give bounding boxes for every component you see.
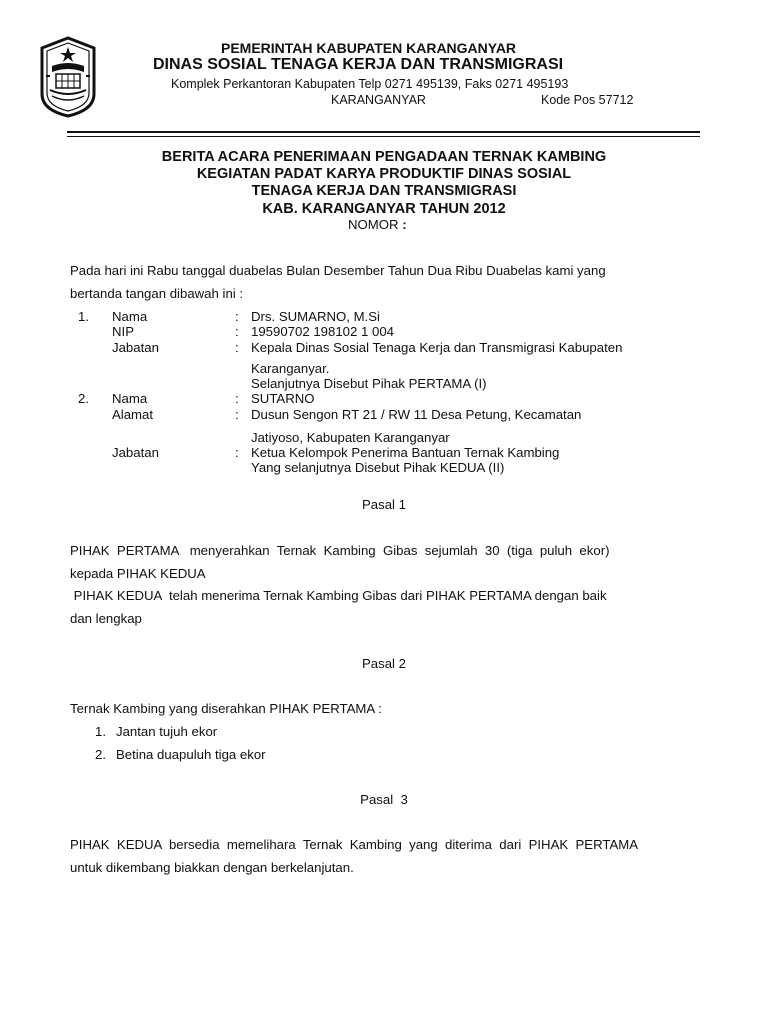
intro-line-1: Pada hari ini Rabu tanggal duabelas Bulan Desember Tahun Dua Ribu Duabelas kami yang: [70, 263, 606, 278]
pasal-2-intro: Ternak Kambing yang diserahkan PIHAK PERTAMA :: [70, 701, 382, 716]
party2-position-colon: :: [235, 445, 239, 460]
pasal-2-item-2-text: Betina duapuluh tiga ekor: [116, 747, 266, 762]
pasal-1-heading: Pasal 1: [362, 497, 406, 512]
pasal-2-heading: Pasal 2: [362, 656, 406, 671]
pasal-2-item-2-number: 2.: [95, 747, 106, 762]
document-title-line-1: BERITA ACARA PENERIMAAN PENGADAAN TERNAK KAMBING: [161, 149, 607, 165]
party2-address-colon: :: [235, 407, 239, 422]
letterhead-postal-code: Kode Pos 57712: [541, 93, 634, 107]
letterhead-address: Komplek Perkantoran Kabupaten Telp 0271 495139, Faks 0271 495193: [171, 77, 569, 91]
letterhead-agency: DINAS SOSIAL TENAGA KERJA DAN TRANSMIGRASI: [153, 56, 564, 73]
letterhead-rule-thin: [67, 136, 700, 137]
party2-position-value: Ketua Kelompok Penerima Bantuan Ternak Kambing: [251, 445, 560, 460]
intro-line-2: bertanda tangan dibawah ini :: [70, 286, 244, 301]
party1-position-label: Jabatan: [112, 340, 159, 355]
party1-name-value: Drs. SUMARNO, M.Si: [251, 309, 380, 324]
document-title-line-3: TENAGA KERJA DAN TRANSMIGRASI: [251, 183, 517, 199]
pasal-1-paragraph-1-line-2: kepada PIHAK KEDUA: [70, 566, 206, 581]
party1-position-colon: :: [235, 340, 239, 355]
karanganyar-regency-emblem-icon: [38, 36, 98, 118]
document-title-line-4: KAB. KARANGANYAR TAHUN 2012: [262, 201, 506, 217]
party1-name-label: Nama: [112, 309, 148, 324]
party2-name-colon: :: [235, 391, 239, 406]
pasal-3-line-1: PIHAK KEDUA bersedia memelihara Ternak Kambing yang diterima dari PIHAK PERTAMA: [70, 837, 639, 852]
party2-address-value-1: Dusun Sengon RT 21 / RW 11 Desa Petung, Kecamatan: [251, 407, 582, 422]
nomor-colon: :: [402, 217, 407, 232]
pasal-3-heading: Pasal 3: [360, 792, 408, 807]
document-title-line-2: KEGIATAN PADAT KARYA PRODUKTIF DINAS SOSIAL: [196, 166, 572, 182]
letterhead-rule-thick: [67, 131, 700, 133]
party1-number: 1.: [78, 309, 89, 324]
party1-position-value-2: Karanganyar.: [251, 361, 330, 376]
party2-number: 2.: [78, 391, 89, 406]
pasal-1-paragraph-1-line-1: PIHAK PERTAMA menyerahkan Ternak Kambing Gibas sejumlah 30 (tiga puluh ekor): [70, 543, 610, 558]
party1-nip-label: NIP: [112, 324, 134, 339]
pasal-2-item-1-text: Jantan tujuh ekor: [116, 724, 218, 739]
party2-designation: Yang selanjutnya Disebut Pihak KEDUA (II): [251, 460, 505, 475]
party2-address-value-2: Jatiyoso, Kabupaten Karanganyar: [251, 430, 450, 445]
party1-designation: Selanjutnya Disebut Pihak PERTAMA (I): [251, 376, 487, 391]
party2-name-label: Nama: [112, 391, 148, 406]
pasal-3-line-2: untuk dikembang biakkan dengan berkelanjutan.: [70, 860, 354, 875]
nomor-label: NOMOR: [348, 217, 403, 232]
pasal-2-item-1-number: 1.: [95, 724, 106, 739]
party2-address-label: Alamat: [112, 407, 154, 422]
document-number: [348, 217, 407, 232]
party1-position-value-1: Kepala Dinas Sosial Tenaga Kerja dan Transmigrasi Kabupaten: [251, 340, 623, 355]
party2-name-value: SUTARNO: [251, 391, 315, 406]
letterhead-city: KARANGANYAR: [331, 93, 426, 107]
pasal-1-paragraph-2-line-1: PIHAK KEDUA telah menerima Ternak Kambing Gibas dari PIHAK PERTAMA dengan baik: [70, 588, 607, 603]
party1-nip-colon: :: [235, 324, 239, 339]
pasal-1-paragraph-2-line-2: dan lengkap: [70, 611, 142, 626]
letterhead-government: PEMERINTAH KABUPATEN KARANGANYAR: [221, 40, 517, 56]
party1-name-colon: :: [235, 309, 239, 324]
party1-nip-value: 19590702 198102 1 004: [251, 324, 395, 339]
party2-position-label: Jabatan: [112, 445, 159, 460]
